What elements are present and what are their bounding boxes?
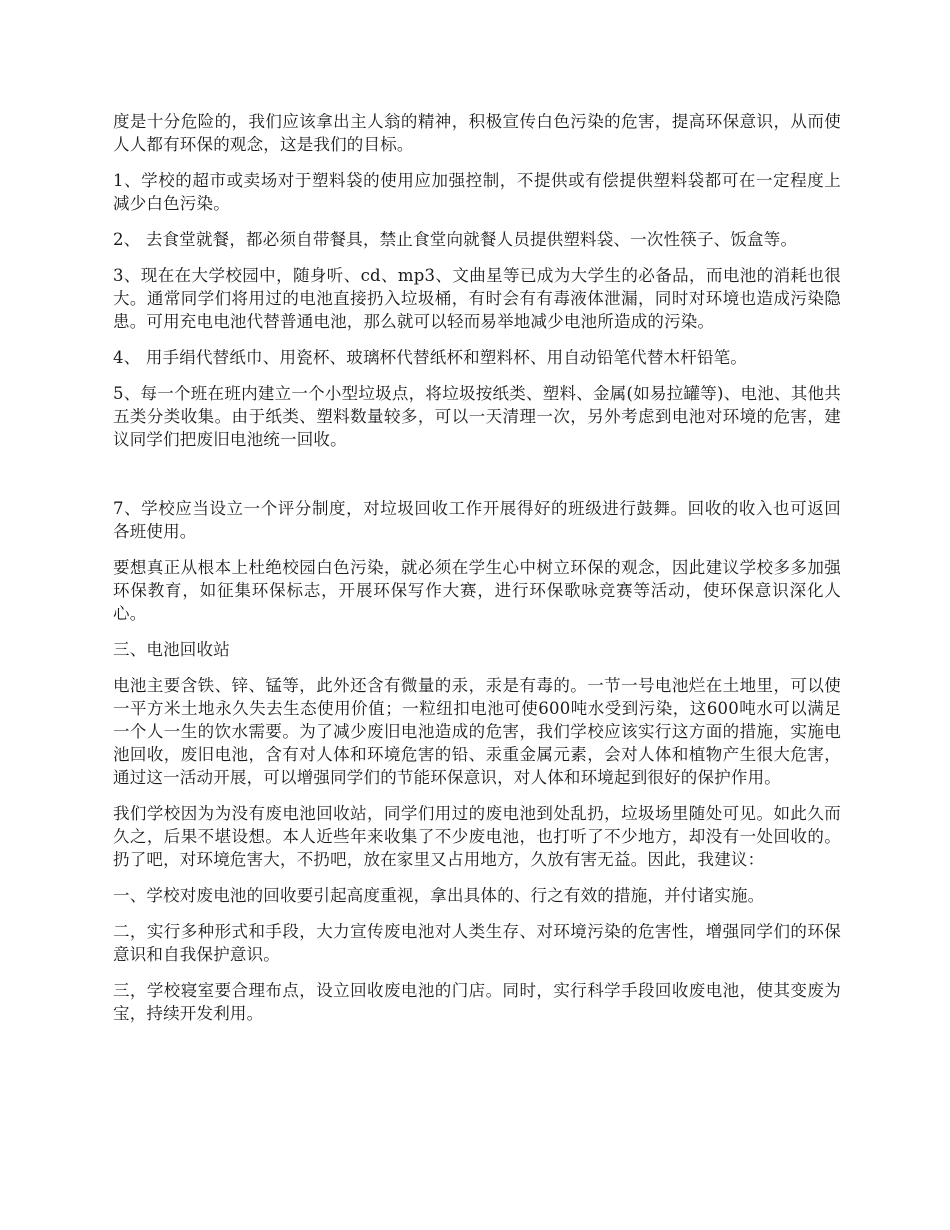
document-body — [113, 110, 841, 1038]
paragraph-battery-harm: 电池主要含铁、锌、锰等，此外还含有微量的汞，汞是有毒的。一节一号电池烂在土地里，可以使一平方米土地永久失去生态使用价值；一粒纽扣电池可使600吨水受到污染，这600吨水可以满足一个人一生的饮水需要。为了减少废旧电池造成的危害，我们学校应该实行这方面的措施，实施电池回收，废旧电池，含有对人体和环境危害的铅、汞重金属元素，会对人体和植物产生很大危害，通过这一活动开展，可以增强同学们的节能环保意识，对人体和环境起到很好的保护作用。 — [113, 676, 841, 787]
list-item-1: 1、学校的超市或卖场对于塑料袋的使用应加强控制，不提供或有偿提供塑料袋都可在一定程度上减少白色污染。 — [113, 171, 841, 213]
paragraph-intro: 度是十分危险的，我们应该拿出主人翁的精神，积极宣传白色污染的危害，提高环保意识，从而使人人都有环保的观念，这是我们的目标。 — [113, 112, 841, 154]
list-item-5: 5、每一个班在班内建立一个小型垃圾点，将垃圾按纸类、塑料、金属(如易拉罐等)、电池、其他共五类分类收集。由于纸类、塑料数量较多，可以一天清理一次，另外考虑到电池对环境的危害，建议同学们把废旧电池统一回收。 — [113, 384, 841, 449]
list-item-2: 2、 去食堂就餐，都必须自带餐具，禁止食堂向就餐人员提供塑料袋、一次性筷子、饭盒等。 — [113, 230, 798, 249]
suggestion-2: 二，实行多种形式和手段，大力宣传废电池对人类生存、对环境污染的危害性，增强同学们的环保意识和自我保护意识。 — [113, 922, 841, 964]
suggestion-3: 三，学校寝室要合理布点，设立回收废电池的门店。同时，实行科学手段回收废电池，使其变废为宝，持续开发利用。 — [113, 981, 841, 1023]
suggestion-1: 一、学校对废电池的回收要引起高度重视，拿出具体的、行之有效的措施，并付诸实施。 — [113, 886, 765, 905]
list-item-4: 4、 用手绢代替纸巾、用瓷杯、玻璃杯代替纸杯和塑料杯、用自动铅笔代替木杆铅笔。 — [113, 348, 748, 367]
paragraph-school-situation: 我们学校因为为没有废电池回收站，同学们用过的废电池到处乱扔，垃圾场里随处可见。如此久而久之，后果不堪设想。本人近些年来收集了不少废电池，也打听了不少地方，却没有一处回收的。扔了吧，对环境危害大，不扔吧，放在家里又占用地方，久放有害无益。因此，我建议： — [113, 804, 841, 869]
list-item-3: 3、现在在大学校园中，随身听、cd、mp3、文曲星等已成为大学生的必备品，而电池的消耗也很大。通常同学们将用过的电池直接扔入垃圾桶，有时会有有毒液体泄漏，同时对环境也造成污染隐患。可用充电电池代替普通电池，那么就可以轻而易举地减少电池所造成的污染。 — [113, 266, 841, 331]
section-heading: 三、电池回收站 — [113, 640, 230, 659]
blank-gap — [113, 464, 841, 497]
list-item-7: 7、学校应当设立一个评分制度，对垃圾回收工作开展得好的班级进行鼓舞。回收的收入也可返回各班使用。 — [113, 499, 841, 541]
paragraph-education: 要想真正从根本上杜绝校园白色污染，就必须在学生心中树立环保的观念，因此建议学校多多加强环保教育，如征集环保标志，开展环保写作大赛，进行环保歌咏竞赛等活动，使环保意识深化人心。 — [113, 558, 841, 623]
